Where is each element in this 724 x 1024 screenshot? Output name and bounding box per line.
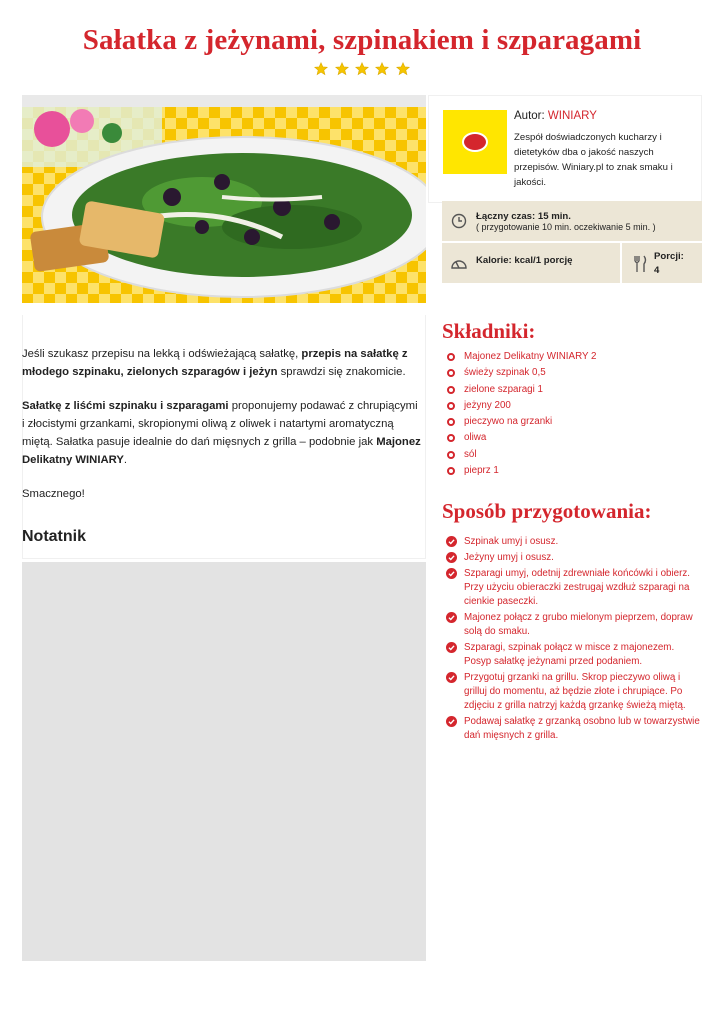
logo-icon (462, 132, 488, 152)
author-line: Autor: WINIARY (514, 110, 597, 122)
notes-area[interactable] (22, 562, 426, 961)
cutlery-icon (632, 255, 648, 273)
notes-title: Notatnik (22, 528, 86, 545)
bullet-ring-icon (447, 353, 455, 361)
time-detail: ( przygotowanie 10 min. oczekiwanie 5 min. ) (476, 222, 656, 232)
preparation-step[interactable]: Podawaj sałatkę z grzanką osobno lub w towarzystwie dań mięsnych z grilla. (446, 715, 704, 743)
preparation-step[interactable]: Przygotuj grzanki na grillu. Skrop pieczywo oliwą i grilluj do momentu, aż będzie złote i chrupiące. Po zdjęciu z grilla natrzyj każdą grzankę świeżą miętą. (446, 671, 704, 713)
check-circle-icon (446, 568, 457, 579)
portions-box (622, 243, 702, 283)
check-circle-icon (446, 612, 457, 623)
recipe-photo (22, 95, 426, 303)
author-card (428, 95, 702, 203)
recipe-intro (22, 345, 422, 519)
preparation-step[interactable]: Majonez połącz z grubo mielonym pieprzem, dopraw solą do smaku. (446, 611, 704, 639)
intro-paragraph-1: Jeśli szukasz przepisu na lekką i odświeżającą sałatkę, przepis na sałatkę z młodego szpinaku, zielonych szparagów i jeżyn sprawdzi się znakomicie. (22, 348, 408, 378)
bullet-ring-icon (447, 434, 455, 442)
ingredient-item[interactable]: jeżyny 200 (446, 400, 597, 416)
bullet-ring-icon (447, 386, 455, 394)
star-icon (335, 62, 349, 76)
check-circle-icon (446, 672, 457, 683)
star-icon (314, 62, 328, 76)
left-column (22, 95, 426, 961)
calories-label: Kalorie: kcal/1 porcję (476, 255, 573, 266)
ingredient-item[interactable]: pieczywo na grzanki (446, 416, 597, 432)
star-icon (396, 62, 410, 76)
bullet-ring-icon (447, 369, 455, 377)
check-circle-icon (446, 552, 457, 563)
ingredient-item[interactable]: zielone szparagi 1 (446, 384, 597, 400)
check-circle-icon (446, 536, 457, 547)
author-description: Zespół doświadczonych kucharzy i dietetyków dba o jakość naszych przepisów. Winiary.pl to znak smaku i jakości. (514, 132, 673, 188)
ingredients-title: Składniki: (442, 319, 536, 343)
check-circle-icon (446, 716, 457, 727)
bullet-ring-icon (447, 451, 455, 459)
preparation-step[interactable]: Szparagi umyj, odetnij zdrewniałe końcówki i obierz. Przy użyciu obieraczki zestrugaj wzdłuż szparagi na cienkie paseczki. (446, 567, 704, 609)
author-link[interactable]: WINIARY (547, 110, 597, 122)
ingredient-item[interactable]: Majonez Delikatny WINIARY 2 (446, 351, 597, 367)
preparation-title: Sposób przygotowania: (442, 499, 652, 523)
preparation-step[interactable]: Szparagi, szpinak połącz w misce z majonezem. Posyp sałatkę jeżynami przed podaniem. (446, 641, 704, 669)
ingredients-list (446, 351, 597, 481)
star-icon (375, 62, 389, 76)
total-time: Łączny czas: 15 min. (476, 211, 571, 222)
intro-paragraph-3: Smacznego! (22, 488, 85, 500)
ingredient-item[interactable]: sól (446, 449, 597, 465)
bullet-ring-icon (447, 467, 455, 475)
winiary-logo[interactable] (443, 110, 507, 174)
bullet-ring-icon (447, 418, 455, 426)
clock-icon (451, 213, 467, 229)
gauge-icon (450, 255, 468, 271)
preparation-steps (446, 535, 704, 745)
calories-box (442, 243, 620, 283)
portions-label: Porcji: (654, 251, 684, 262)
recipe-title: Sałatka z jeżynami, szpinakiem i szparagami (82, 24, 642, 56)
preparation-step[interactable]: Szpinak umyj i osusz. (446, 535, 704, 549)
star-icon (355, 62, 369, 76)
rating-stars[interactable] (0, 62, 724, 81)
bullet-ring-icon (447, 402, 455, 410)
portions-value: 4 (654, 265, 660, 276)
preparation-step[interactable]: Jeżyny umyj i osusz. (446, 551, 704, 565)
ingredient-item[interactable]: świeży szpinak 0,5 (446, 367, 597, 383)
ingredient-item[interactable]: pieprz 1 (446, 465, 597, 481)
total-time-box (442, 201, 702, 241)
salad-photo-illustration (22, 107, 426, 303)
intro-paragraph-2: Sałatkę z liśćmi szpinaku i szparagami proponujemy podawać z chrupiącymi i złocistymi grzankami, skropionymi oliwą z oliwek i natartymi aromatyczną miętą. Sałatka pasuje idealnie do dań mięsnych z grilla – podobnie jak Majonez Delikatny WINIARY. (22, 400, 421, 466)
ingredient-item[interactable]: oliwa (446, 432, 597, 448)
check-circle-icon (446, 642, 457, 653)
